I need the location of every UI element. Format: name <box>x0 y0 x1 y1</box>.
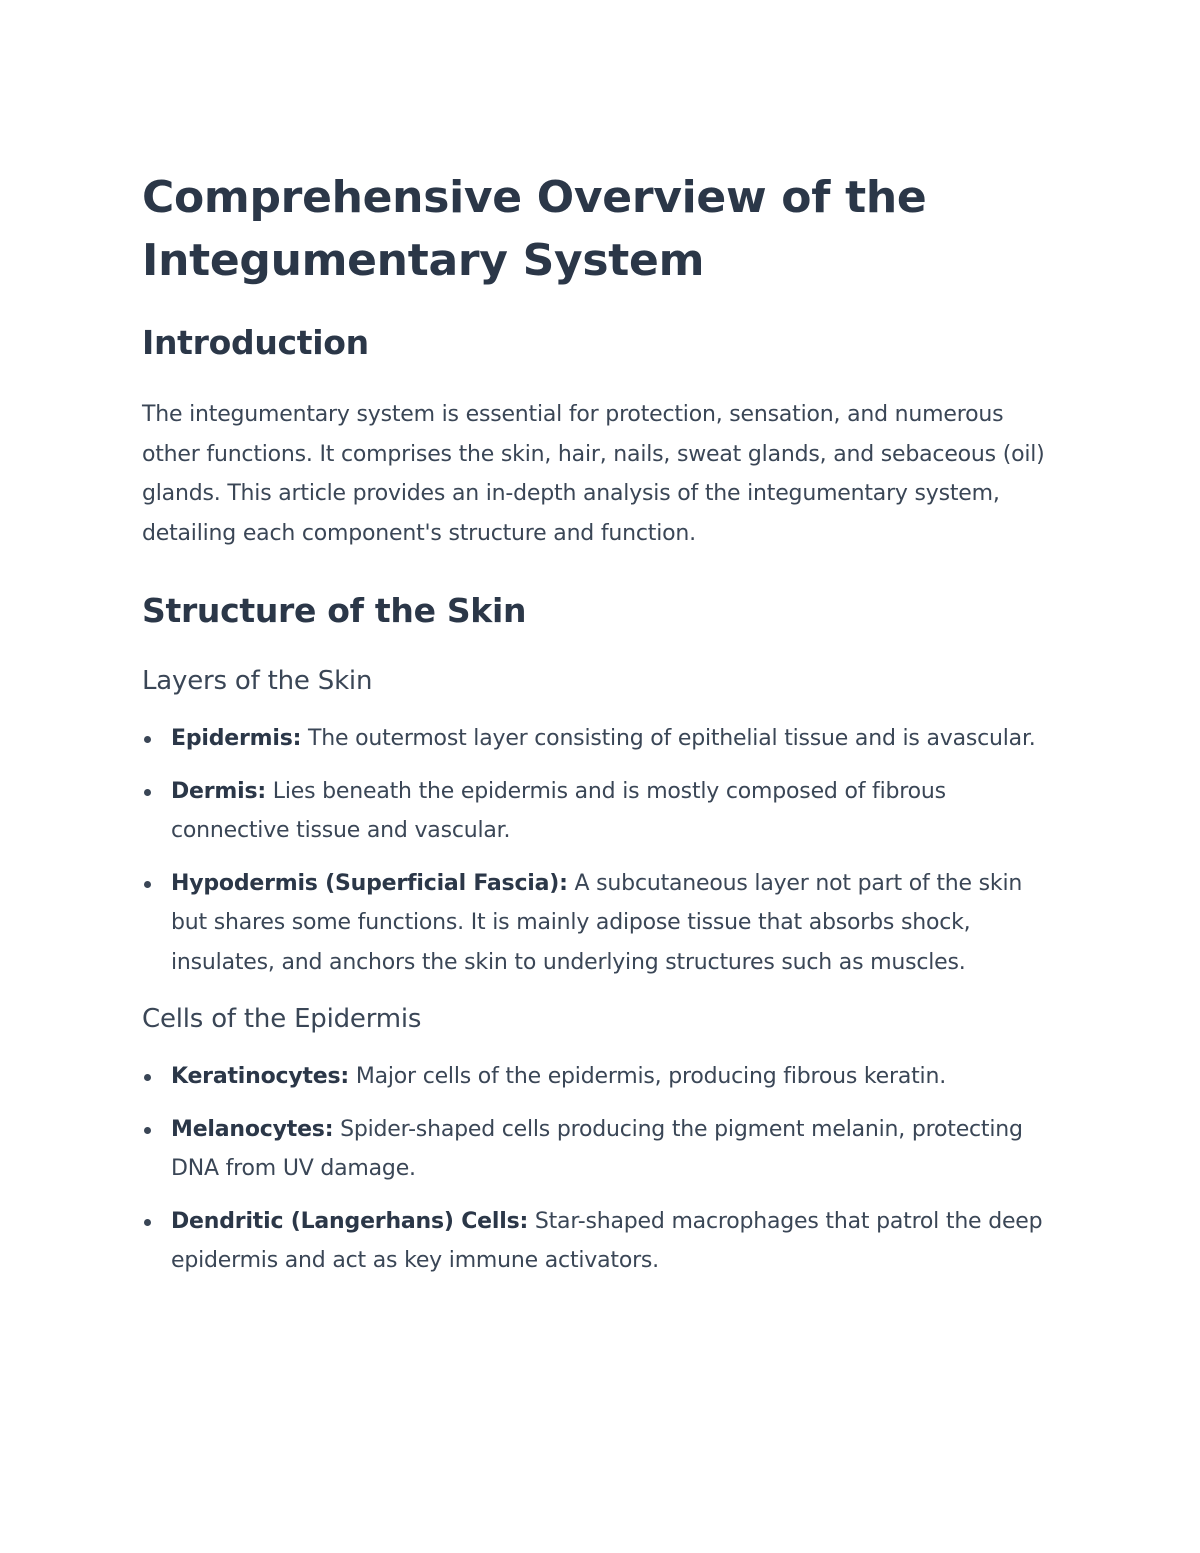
list-item <box>142 1110 1062 1189</box>
list-item-term: Epidermis: <box>171 726 302 751</box>
list-item-term: Dermis: <box>171 778 266 804</box>
bullet-icon <box>144 881 151 888</box>
list-item-text: The outermost layer consisting of epithelial tissue and is avascular. <box>301 726 1036 751</box>
document-page <box>142 166 1062 1281</box>
list-item-text: Major cells of the epidermis, producing fibrous keratin. <box>349 1064 947 1089</box>
layers-subheading: Layers of the Skin <box>142 666 373 696</box>
list-item-term: Hypodermis (Superficial Fascia): <box>171 870 568 896</box>
list-item-term: Melanocytes: <box>171 1116 334 1142</box>
list-item <box>142 719 1062 759</box>
bullet-icon <box>144 1074 151 1081</box>
layers-list <box>142 719 1062 982</box>
structure-heading: Structure of the Skin <box>142 591 527 630</box>
list-item <box>142 1202 1062 1281</box>
document-title: Comprehensive Overview of the Integumentary System <box>142 172 927 286</box>
introduction-heading: Introduction <box>142 323 369 362</box>
bullet-icon <box>144 789 151 796</box>
bullet-icon <box>144 736 151 743</box>
cells-list <box>142 1057 1062 1281</box>
bullet-icon <box>144 1219 151 1226</box>
introduction-paragraph: The integumentary system is essential for protection, sensation, and numerous other functions. It comprises the skin, hair, nails, sweat glands, and sebaceous (oil) glands. This article provides an in-depth analysis of the integumentary system, detailing each component's structure and function. <box>142 402 1045 546</box>
list-item <box>142 772 1062 851</box>
list-item-text: Spider-shaped cells producing the pigment melanin, protecting DNA from UV damage. <box>171 1116 1023 1181</box>
list-item-term: Dendritic (Langerhans) Cells: <box>171 1208 529 1234</box>
list-item-text: Star-shaped macrophages that patrol the deep epidermis and act as key immune activators. <box>171 1208 1043 1273</box>
list-item <box>142 864 1062 983</box>
list-item-term: Keratinocytes: <box>171 1064 350 1089</box>
list-item-text: Lies beneath the epidermis and is mostly composed of fibrous connective tissue and vascular. <box>171 778 946 843</box>
list-item-text: A subcutaneous layer not part of the skin but shares some functions. It is mainly adipose tissue that absorbs shock, insulates, and anchors the skin to underlying structures such as muscles. <box>171 870 1023 975</box>
list-item <box>142 1057 1062 1097</box>
cells-subheading: Cells of the Epidermis <box>142 1004 422 1034</box>
bullet-icon <box>144 1127 151 1134</box>
